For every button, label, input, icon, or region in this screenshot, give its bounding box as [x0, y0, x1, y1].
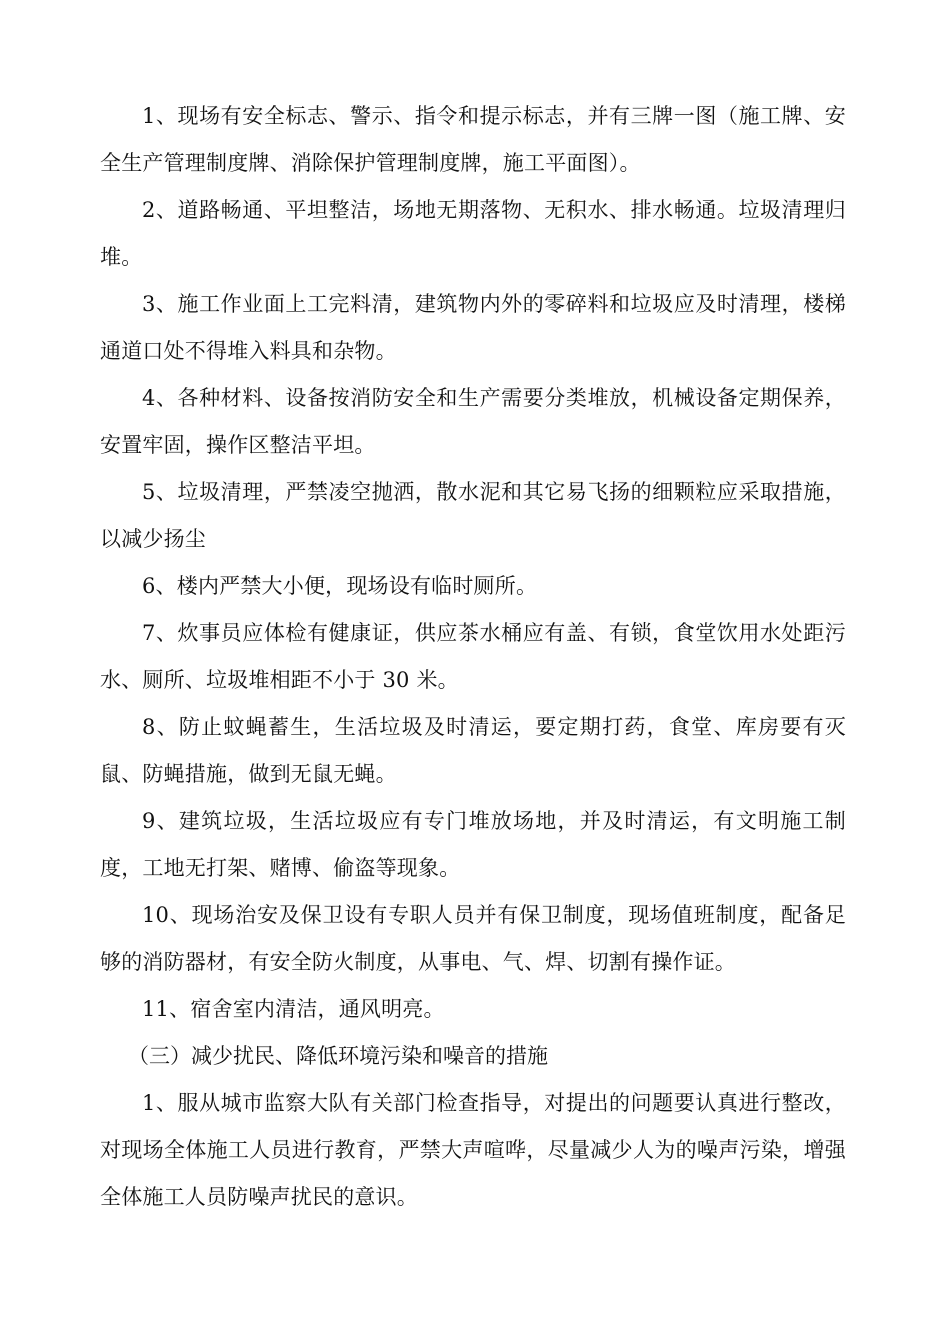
paragraph-4: 4、各种材料、设备按消防安全和生产需要分类堆放，机械设备定期保养，安置牢固，操作区整洁平坦。 [100, 386, 846, 457]
paragraph-9: 9、建筑垃圾，生活垃圾应有专门堆放场地，并及时清运，有文明施工制度，工地无打架、赌博、偷盗等现象。 [100, 809, 846, 880]
paragraph-11: 11、宿舍室内清洁，通风明亮。 [142, 997, 445, 1021]
paragraph-5: 5、垃圾清理，严禁凌空抛洒，散水泥和其它易飞扬的细颗粒应采取措施，以减少扬尘 [100, 480, 846, 551]
section-heading: （三）减少扰民、降低环境污染和噪音的措施 [128, 1044, 548, 1068]
paragraph-3: 3、施工作业面上工完料清，建筑物内外的零碎料和垃圾应及时清理，楼梯通道口处不得堆入料具和杂物。 [100, 292, 846, 363]
paragraph-6: 6、楼内严禁大小便，现场设有临时厕所。 [142, 574, 538, 598]
document-body [100, 93, 846, 1221]
paragraph-10: 10、现场治安及保卫设有专职人员并有保卫制度，现场值班制度，配备足够的消防器材，有安全防火制度，从事电、气、焊、切割有操作证。 [100, 903, 846, 974]
paragraph-8: 8、防止蚊蝇蓄生，生活垃圾及时清运，要定期打药，食堂、库房要有灭鼠、防蝇措施，做到无鼠无蝇。 [100, 715, 846, 786]
paragraph-1: 1、现场有安全标志、警示、指令和提示标志，并有三牌一图（施工牌、安全生产管理制度牌、消除保护管理制度牌，施工平面图）。 [100, 104, 846, 175]
paragraph-2: 2、道路畅通、平坦整洁，场地无期落物、无积水、排水畅通。垃圾清理归堆。 [100, 198, 846, 269]
paragraph-7: 7、炊事员应体检有健康证，供应茶水桶应有盖、有锁，食堂饮用水处距污水、厕所、垃圾堆相距不小于 30 米。 [100, 621, 846, 692]
section-paragraph-1: 1、服从城市监察大队有关部门检查指导，对提出的问题要认真进行整改，对现场全体施工人员进行教育，严禁大声喧哗，尽量减少人为的噪声污染，增强全体施工人员防噪声扰民的意识。 [100, 1091, 846, 1209]
